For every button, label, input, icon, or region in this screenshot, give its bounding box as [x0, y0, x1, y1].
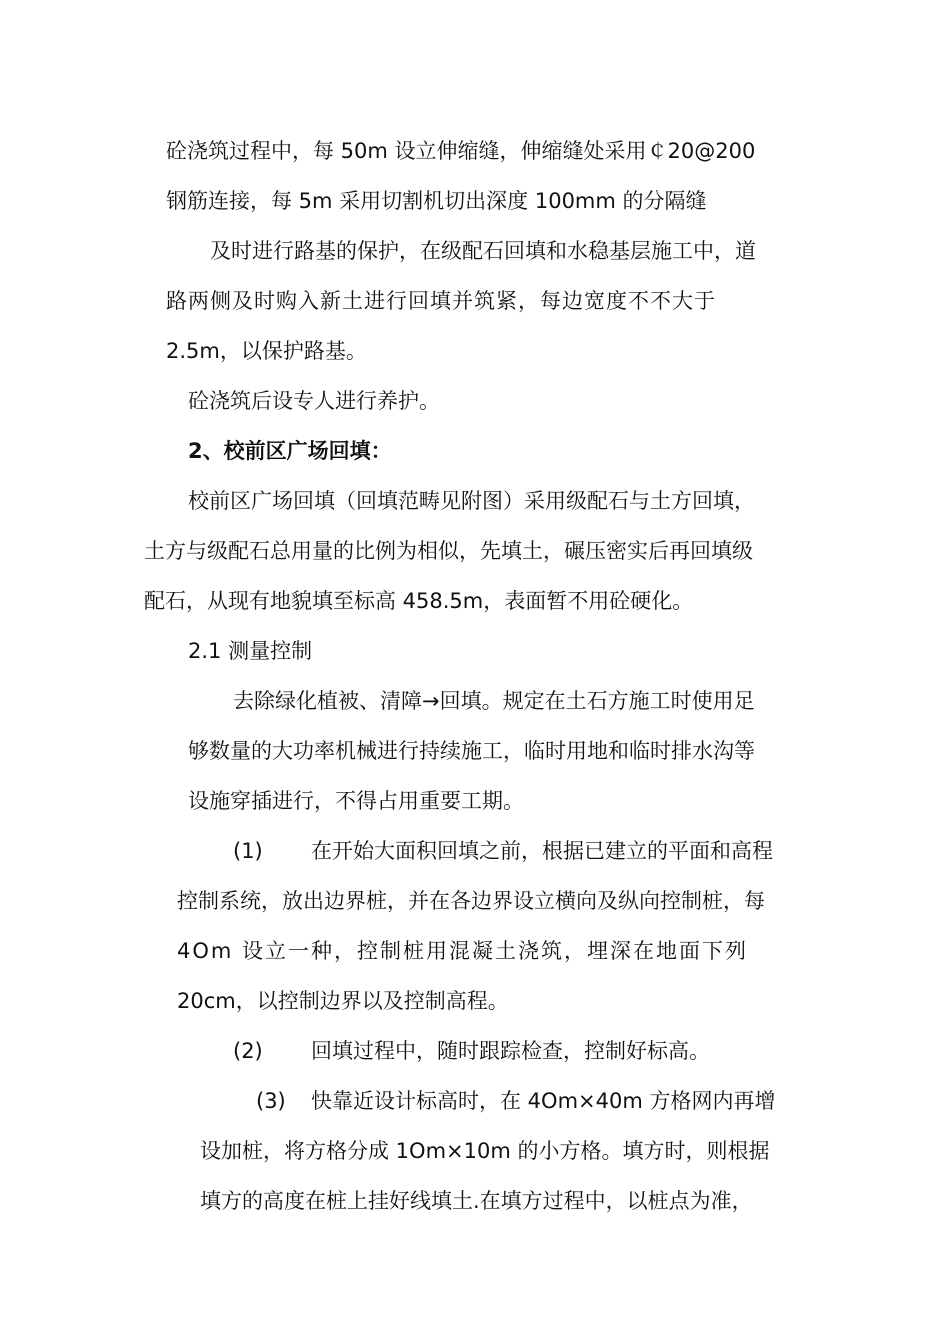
list-item-text-line: 填方的高度在桩上挂好线填土.在填方过程中，以桩点为准，: [200, 1189, 753, 1213]
paragraph-text-line: 砼浇筑过程中，每 50m 设立伸缩缝，伸缩缝处采用￠20@200: [166, 139, 756, 163]
subsection-heading: 2.1 测量控制: [188, 639, 313, 663]
paragraph-text-line: 设施穿插进行，不得占用重要工期。: [188, 789, 524, 813]
paragraph-text-line: 校前区广场回填（回填范畴见附图）采用级配石与土方回填，: [188, 489, 755, 513]
paragraph-text-line: 土方与级配石总用量的比例为相似，先填土，碾压密实后再回填级: [144, 539, 753, 563]
list-item-marker: (3): [256, 1089, 286, 1113]
list-item-text-line: 设加桩，将方格分成 1Om×10m 的小方格。填方时，则根据: [200, 1139, 770, 1163]
list-item-text-line: 在开始大面积回填之前，根据已建立的平面和高程: [311, 839, 773, 863]
list-item-text-line: 20cm，以控制边界以及控制高程。: [177, 989, 509, 1013]
paragraph-text-line: 路两侧及时购入新土进行回填并筑紧，每边宽度不不大于: [166, 289, 716, 313]
section-heading: 2、校前区广场回填：: [188, 439, 392, 463]
paragraph-text-line: 去除绿化植被、清障→回填。规定在土石方施工时使用足: [233, 689, 755, 713]
list-item-marker: (2): [233, 1039, 263, 1063]
list-item-text-line: 控制系统，放出边界桩，并在各边界设立横向及纵向控制桩，每: [177, 889, 765, 913]
paragraph-text-line: 2.5m，以保护路基。: [166, 339, 367, 363]
list-item-text-line: 4Om 设立一种，控制桩用混凝土浇筑，埋深在地面下列: [177, 939, 749, 963]
paragraph-text-line: 及时进行路基的保护，在级配石回填和水稳基层施工中，道: [210, 239, 756, 263]
paragraph-text-line: 钢筋连接，每 5m 采用切割机切出深度 100mm 的分隔缝: [166, 189, 707, 213]
paragraph-text-line: 配石，从现有地貌填至标高 458.5m，表面暂不用砼硬化。: [144, 589, 694, 613]
list-item-text-line: 快靠近设计标高时，在 4Om×40m 方格网内再增: [311, 1089, 776, 1113]
paragraph-text-line: 砼浇筑后设专人进行养护。: [188, 389, 440, 413]
paragraph-text-line: 够数量的大功率机械进行持续施工，临时用地和临时排水沟等: [188, 739, 755, 763]
list-item-text-line: 回填过程中，随时跟踪检查，控制好标高。: [311, 1039, 710, 1063]
list-item-marker: (1): [233, 839, 263, 863]
